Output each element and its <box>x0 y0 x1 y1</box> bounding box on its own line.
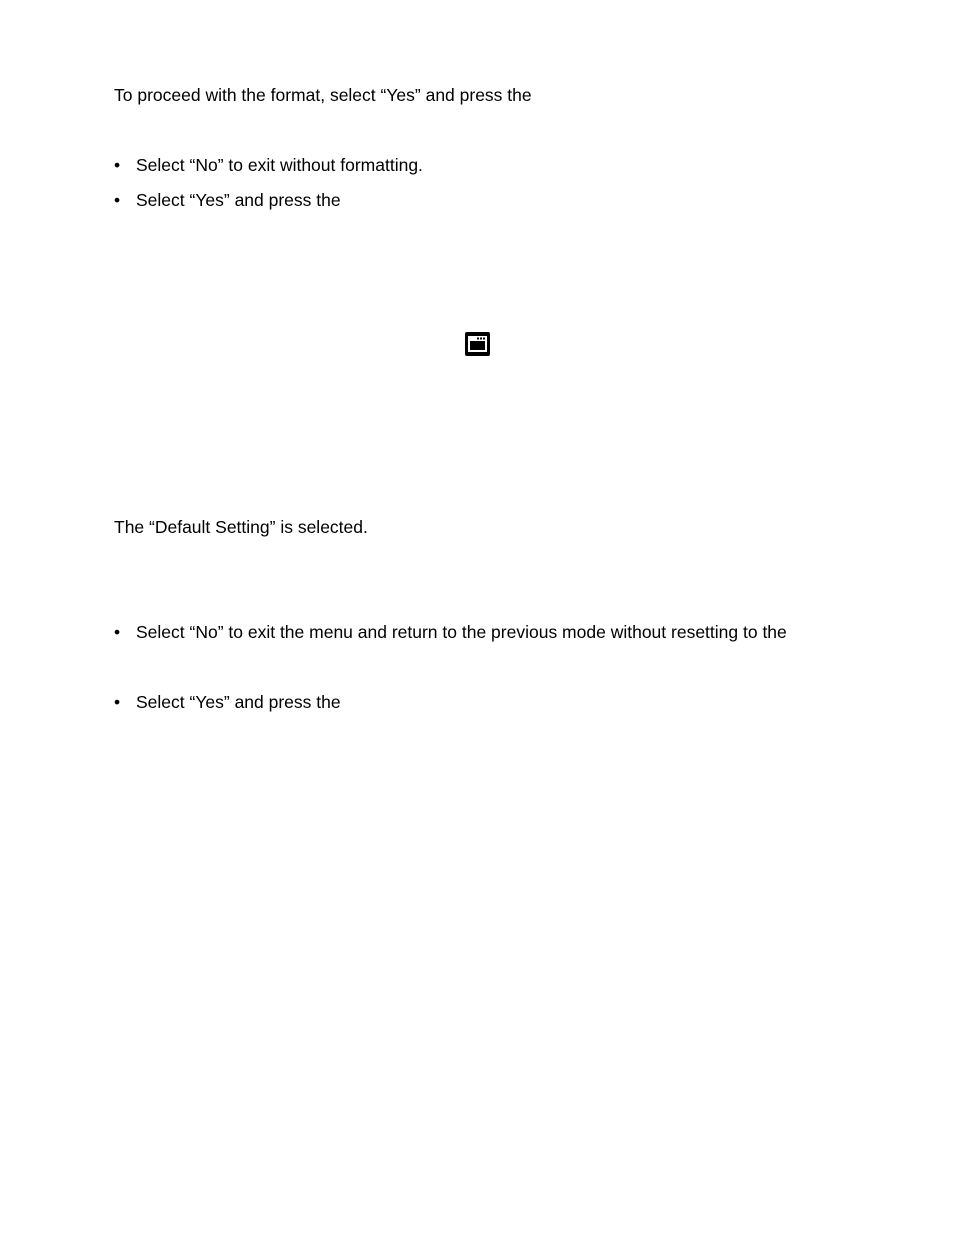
format-proceed-text: To proceed with the format, select “Yes” and press the <box>114 85 532 105</box>
bullet: • <box>114 155 121 175</box>
bullet-text: Select “No” to exit without formatting. <box>136 155 423 175</box>
bullet-text: Select “Yes” and press the <box>136 190 341 210</box>
window-icon <box>465 332 490 356</box>
bullet-text: Select “No” to exit the menu and return to the previous mode without resetting to the <box>136 622 787 642</box>
bullet-text: Select “Yes” and press the <box>136 692 341 712</box>
bullet: • <box>114 190 121 210</box>
bullet: • <box>114 692 121 712</box>
default-selected-text: The “Default Setting” is selected. <box>114 517 368 537</box>
bullet: • <box>114 622 121 642</box>
